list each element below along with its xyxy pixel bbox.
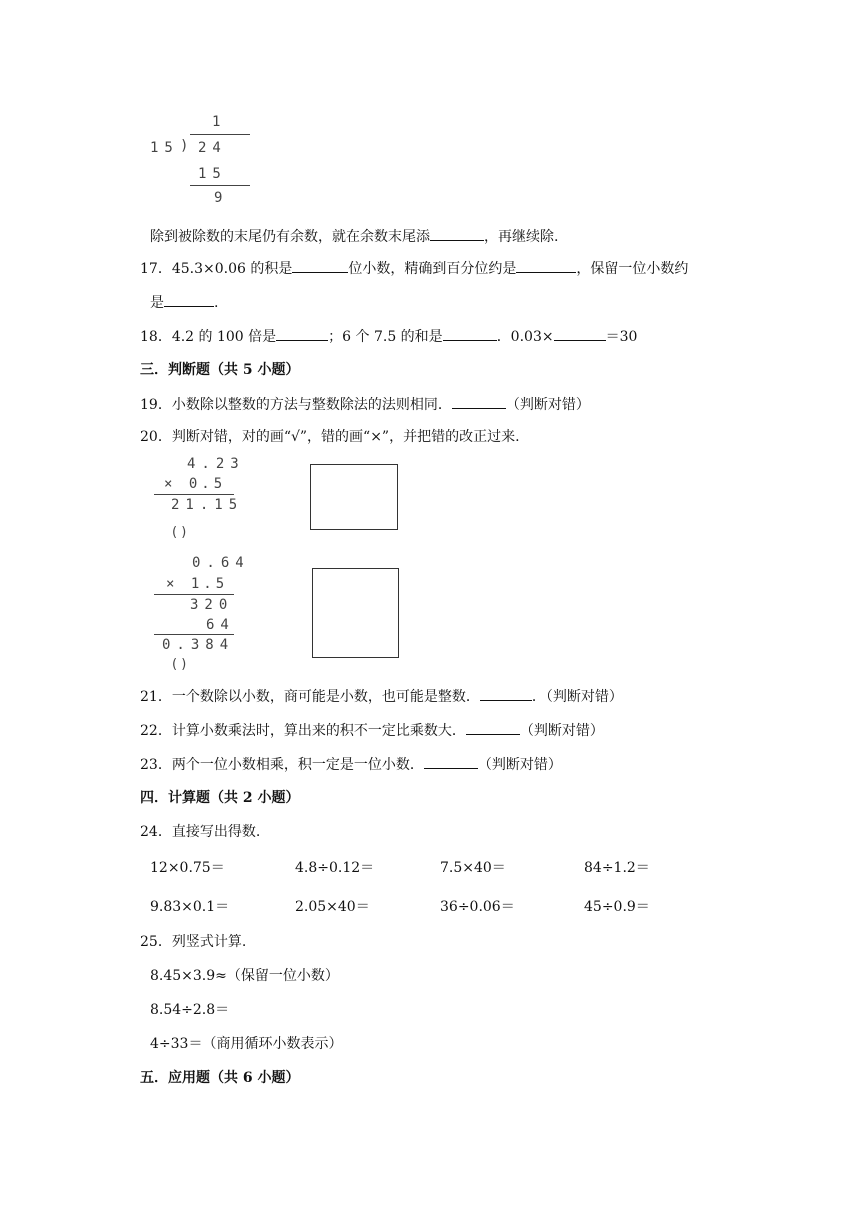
q24-item: 4.8÷0.12＝ (295, 860, 375, 876)
calc1-rule (154, 494, 234, 495)
calc1-row3: 21.15 (171, 497, 244, 513)
q24-item: 7.5×40＝ (440, 860, 506, 876)
calc2-rule-2 (154, 634, 234, 635)
calc2-rule-1 (154, 594, 234, 595)
division-quotient: 1 (212, 114, 227, 130)
q25-item: 8.45×3.9≈（保留一位小数） (150, 968, 339, 984)
q24-item: 84÷1.2＝ (584, 860, 650, 876)
question-25: 25．列竖式计算. (140, 934, 247, 950)
division-divisor: 15 (150, 140, 179, 156)
q24-item: 2.05×40＝ (295, 899, 370, 915)
q25-item: 8.54÷2.8＝ (150, 1002, 230, 1018)
answer-blank[interactable] (516, 258, 576, 273)
division-remainder: 9 (214, 190, 229, 206)
answer-blank[interactable] (276, 326, 328, 341)
division-bracket: ) (180, 138, 189, 154)
question-19: 19．小数除以整数的方法与整数除法的法则相同． （判断对错） (140, 394, 590, 415)
answer-blank[interactable] (466, 720, 520, 735)
calc2-answer-paren[interactable]: ( ) (172, 657, 187, 672)
division-bar (190, 134, 250, 135)
section-5-heading: 五．应用题（共 6 小题） (140, 1070, 300, 1086)
answer-blank[interactable] (164, 292, 214, 307)
q24-item: 12×0.75＝ (150, 860, 225, 876)
q24-item: 9.83×0.1＝ (150, 899, 230, 915)
q25-item: 4÷33＝（商用循环小数表示） (150, 1036, 343, 1052)
calc2-row5: 0.384 (162, 637, 235, 653)
question-17-line1: 17．45.3×0.06 的积是 位小数，精确到百分位约是 ，保留一位小数约 (140, 258, 688, 279)
answer-blank[interactable] (430, 226, 484, 241)
calc2-row4: 64 (206, 617, 235, 633)
answer-blank[interactable] (480, 686, 532, 701)
q24-item: 36÷0.06＝ (440, 899, 515, 915)
calc1-row1: 4.23 (187, 456, 245, 472)
section-4-heading: 四．计算题（共 2 小题） (140, 790, 300, 806)
calc1-answer-paren[interactable]: ( ) (172, 525, 187, 540)
question-21: 21．一个数除以小数，商可能是小数，也可能是整数． ．（判断对错） (140, 686, 623, 707)
question-17-line2: 是 . (150, 292, 218, 313)
answer-blank[interactable] (443, 326, 497, 341)
section-3-heading: 三．判断题（共 5 小题） (140, 362, 300, 378)
calc2-row2: × 1.5 (166, 576, 229, 592)
calc1-row2: × 0.5 (164, 476, 227, 492)
answer-blank[interactable] (452, 394, 506, 409)
division-dividend: 24 (198, 140, 227, 156)
answer-blank[interactable] (292, 258, 348, 273)
question-20: 20．判断对错，对的画“√”，错的画“×”，并把错的改正过来. (140, 429, 520, 445)
q24-item: 45÷0.9＝ (584, 899, 650, 915)
division-subtract-line (190, 185, 250, 186)
question-22: 22．计算小数乘法时，算出来的积不一定比乘数大． （判断对错） (140, 720, 604, 741)
calc2-row1: 0.64 (192, 555, 250, 571)
correction-box-2[interactable] (312, 568, 399, 658)
calc2-row3: 320 (190, 597, 234, 613)
answer-blank[interactable] (554, 326, 606, 341)
correction-box-1[interactable] (310, 464, 398, 530)
question-18: 18．4.2 的 100 倍是 ；6 个 7.5 的和是 ．0.03× ＝30 (140, 326, 637, 347)
q16-tail: 除到被除数的末尾仍有余数，就在余数末尾添 ，再继续除. (150, 226, 558, 247)
division-product: 15 (198, 166, 227, 182)
question-24: 24．直接写出得数. (140, 824, 261, 840)
question-23: 23．两个一位小数相乘，积一定是一位小数． （判断对错） (140, 754, 562, 775)
answer-blank[interactable] (424, 754, 478, 769)
